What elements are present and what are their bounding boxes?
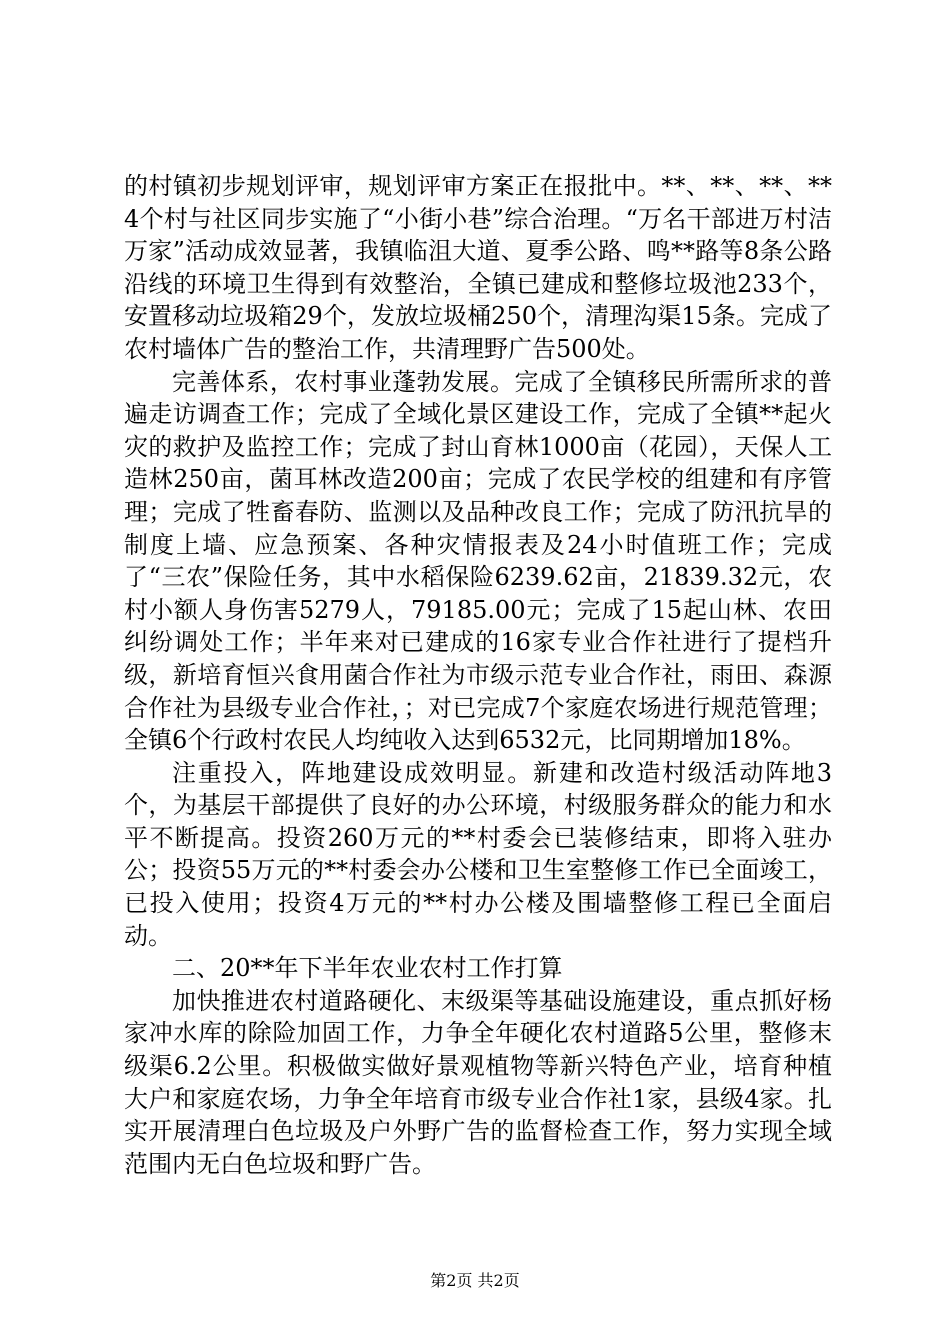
paragraph-infrastructure: 注重投入，阵地建设成效明显。新建和改造村级活动阵地3个，为基层干部提供了良好的办公环境，村级服务群众的能力和水平不断提高。投资260万元的**村委会已装修结束，即将入驻办公；投资55万元的**村委会办公楼和卫生室整修工作已全面竣工，已投入使用；投资4万元的**村办公楼及围墙整修工程已全面启动。 (124, 758, 832, 950)
document-body (124, 170, 832, 1180)
page-footer: 第2页 共2页 (430, 1271, 520, 1290)
section-heading: 二、20**年下半年农业农村工作打算 (172, 954, 563, 983)
paragraph-rural-affairs: 完善体系，农村事业蓬勃发展。完成了全镇移民所需所求的普遍走访调查工作；完成了全域化景区建设工作，完成了全镇**起火灾的救护及监控工作；完成了封山育林1000亩（花园），天保人工造林250亩，菌耳林改造200亩；完成了农民学校的组建和有序管理；完成了牲畜春防、监测以及品种改良工作；完成了防汛抗旱的制度上墙、应急预案、各种灾情报表及24小时值班工作；完成了“三农”保险任务，其中水稻保险6239.62亩，21839.32元，农村小额人身伤害5279人，79185.00元；完成了15起山林、农田纠纷调处工作；半年来对已建成的16家专业合作社进行了提档升级，新培育恒兴食用菌合作社为市级示范专业合作社，雨田、森源合作社为县级专业合作社，；对已完成7个家庭农场进行规范管理；全镇6个行政村农民人均纯收入达到6532元，比同期增加18%。 (124, 367, 832, 755)
paragraph-plan: 加快推进农村道路硬化、末级渠等基础设施建设，重点抓好杨家冲水库的除险加固工作，力争全年硬化农村道路5公里，整修末级渠6.2公里。积极做实做好景观植物等新兴特色产业，培育种植大户和家庭农场，力争全年培育市级专业合作社1家，县级4家。扎实开展清理白色垃圾及户外野广告的监督检查工作，努力实现全域范围内无白色垃圾和野广告。 (124, 986, 832, 1178)
paragraph-continuation: 的村镇初步规划评审，规划评审方案正在报批中。**、**、**、**4个村与社区同步实施了“小街小巷”综合治理。“万名干部进万村洁万家”活动成效显著，我镇临沮大道、夏季公路、鸣**路等8条公路沿线的环境卫生得到有效整治，全镇已建成和整修垃圾池233个，安置移动垃圾箱29个，发放垃圾桶250个，清理沟渠15条。完成了农村墙体广告的整治工作，共清理野广告500处。 (124, 172, 832, 363)
